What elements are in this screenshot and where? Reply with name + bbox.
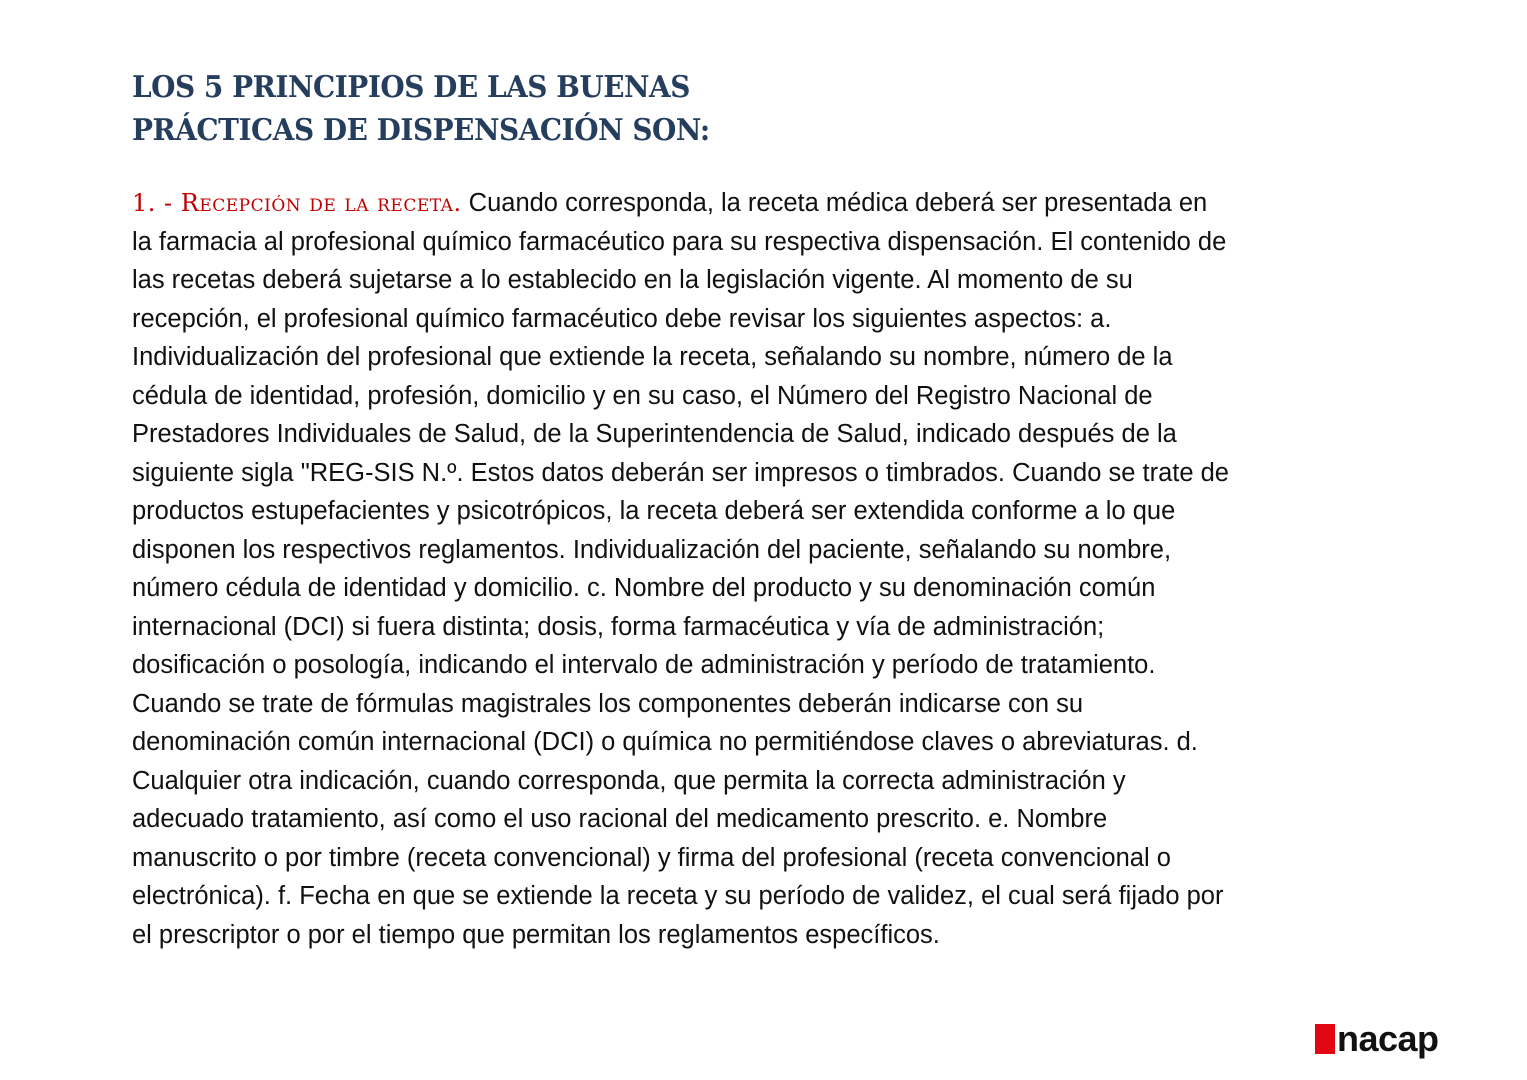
body-line: dosificación o posología, indicando el intervalo de administración y período de tratamiento. [132,651,1156,679]
body-line: Prestadores Individuales de Salud, de la Superintendencia de Salud, indicado después de la [132,420,1177,448]
body-line: electrónica). f. Fecha en que se extiende la receta y su período de validez, el cual será fijado por [132,882,1224,910]
logo-mark [1315,1024,1335,1054]
body-line: las recetas deberá sujetarse a lo establecido en la legislación vigente. Al momento de su [132,266,1133,294]
logo-wordmark: nacap [1337,1018,1439,1059]
body-line: la farmacia al profesional químico farmacéutico para su respectiva dispensación. El contenido de [132,227,1227,256]
title-line: LOS 5 PRINCIPIOS DE LAS BUENAS [132,70,690,105]
body-line: cédula de identidad, profesión, domicilio y en su caso, el Número del Registro Nacional de [132,381,1153,410]
section-heading: 1. - Recepción de la receta. [132,189,462,217]
first-line [132,184,1229,223]
body-line: siguiente sigla "REG-SIS N.º. Estos datos deberán ser impresos o timbrados. Cuando se trate de [132,458,1229,487]
body-line: adecuado tratamiento, así como el uso racional del medicamento prescrito. e. Nombre [132,805,1108,833]
body-line: denominación común internacional (DCI) o química no permitiéndose claves o abreviaturas. d. [132,728,1198,756]
body-line: Cualquier otra indicación, cuando corresponda, que permita la correcta administración y [132,766,1126,795]
body-line: Individualización del profesional que extiende la receta, señalando su nombre, número de la [132,343,1173,371]
body-line: Cuando se trate de fórmulas magistrales los componentes deberán indicarse con su [132,689,1084,718]
inacap-logo [1315,1018,1439,1059]
section-body [132,184,1229,954]
page-title [132,66,753,152]
title-line: PRÁCTICAS DE DISPENSACIÓN SON: [132,113,710,148]
body-line: número cédula de identidad y domicilio. c. Nombre del producto y su denominación común [132,574,1156,602]
body-line: internacional (DCI) si fuera distinta; dosis, forma farmacéutica y vía de administración; [132,612,1105,641]
body-line: disponen los respectivos reglamentos. Individualización del paciente, señalando su nombre, [132,535,1172,564]
body-line: manuscrito o por timbre (receta convencional) y firma del profesional (receta convencional o [132,843,1171,872]
body-line: el prescriptor o por el tiempo que permitan los reglamentos específicos. [132,920,940,949]
body-text: Cuando corresponda, la receta médica deberá ser presentada en [461,189,1208,217]
body-line: productos estupefacientes y psicotrópicos, la receta deberá ser extendida conforme a lo que [132,497,1176,525]
body-line: recepción, el profesional químico farmacéutico debe revisar los siguientes aspectos: a. [132,304,1112,333]
